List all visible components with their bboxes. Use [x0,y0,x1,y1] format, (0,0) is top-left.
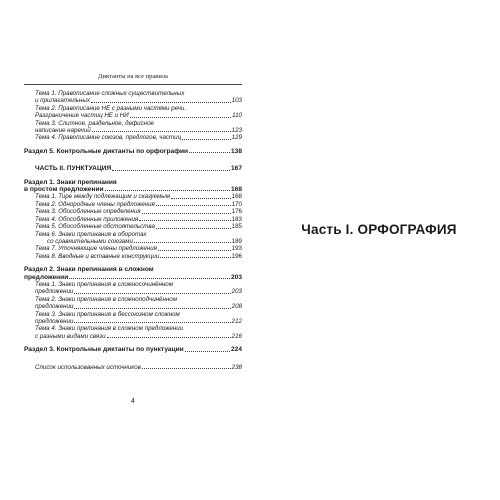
toc-leader-dots [139,220,230,221]
toc-page-number: 138 [230,147,242,155]
toc-page-number: 176 [231,208,242,216]
toc-entry-line [24,296,242,303]
toc-entry-text: Тема 4. Обособленные приложения [35,215,139,223]
toc-page-number: 196 [231,252,242,260]
toc-entry-line [24,148,242,155]
toc-entry-line [24,364,242,371]
toc-spacer [24,354,242,364]
toc-leader-dots [185,351,230,352]
toc-entry-line [24,216,242,223]
toc-entry-text: Тема 1. Знаки препинания в сложносочинённом [35,280,173,288]
toc-page-number: 183 [231,215,242,223]
toc-page-number: 168 [231,193,242,201]
toc-entry-text: Тема 4. Знаки препинания в сложном предложении [35,325,184,333]
toc-page-number: 224 [230,346,242,354]
toc-entry-text: Раздел 5. Контрольные диктанты по орфографии [24,147,189,155]
toc-entry-text: Раздел 2. Знаки препинания в сложном [24,266,154,274]
toc-entry-line [24,112,242,119]
toc-entry-text: Тема 8. Вводные и вставные конструкции [35,252,160,260]
toc-page-number: 185 [231,223,242,231]
toc-entry-line [24,208,242,215]
toc-leader-dots [69,278,230,279]
toc-page-number: 193 [231,245,242,253]
toc-entry-line [24,333,242,340]
toc-leader-dots [74,293,230,294]
toc-leader-dots [156,228,231,229]
table-of-contents [24,90,242,371]
toc-entry-text: Разграничение частиц НЕ и НИ [35,112,129,120]
toc-leader-dots [130,117,231,118]
toc-page-number: 189 [231,237,242,245]
toc-entry-line [24,90,242,97]
toc-entry-line [24,266,242,273]
toc-page-number: 123 [231,127,242,135]
toc-entry-text: предложении [24,273,69,281]
toc-page-number: 103 [231,97,242,105]
toc-entry-text: предложении [35,317,74,325]
toc-entry-text: Тема 2. Знаки препинания в сложноподчинённом [35,295,177,303]
toc-page-number: 170 [231,200,242,208]
toc-entry-line [24,231,242,238]
toc-page-number: 203 [230,273,242,281]
toc-page-number: 203 [231,288,242,296]
toc-page-number: 216 [231,332,242,340]
toc-entry-text: Тема 1. Правописание сложных существительных [35,90,185,97]
running-head: Диктанты на все правила [24,70,242,85]
toc-entry-line [24,201,242,208]
toc-entry-line [24,253,242,260]
toc-page-number: 110 [232,112,242,120]
toc-entry-line [24,165,242,172]
toc-entry-text: предложении [35,288,74,296]
toc-entry-text: Тема 3. Знаки препинания в бессоюзном сложном [35,310,180,318]
toc-entry-line [24,134,242,141]
toc-entry-text: в простом предложении [24,186,104,194]
toc-entry-line [24,179,242,186]
toc-leader-dots [74,308,230,309]
toc-entry-line [24,223,242,230]
toc-entry-line [24,186,242,193]
toc-leader-dots [91,102,231,103]
toc-leader-dots [74,322,230,323]
toc-entry-line [24,97,242,104]
toc-entry-line [24,318,242,325]
toc-entry-line [24,303,242,310]
page-number: 4 [131,398,135,405]
toc-entry-text: со сравнительными союзами [47,237,133,245]
toc-entry-text: Раздел 1. Знаки препинания [24,178,117,186]
toc-leader-dots [156,205,231,206]
toc-leader-dots [105,190,230,191]
toc-leader-dots [160,257,230,258]
toc-leader-dots [182,139,231,140]
toc-entry-line [24,193,242,200]
toc-entry-text: Тема 4. Правописание союзов, предлогов, частиц [35,134,182,142]
toc-entry-line [24,245,242,252]
toc-page-number: 208 [231,303,242,311]
toc-entry-line [24,274,242,281]
toc-leader-dots [142,368,231,369]
part-title: Часть I. ОРФОГРАФИЯ [301,222,457,237]
toc-page-number: 212 [231,317,242,325]
toc-entry-text: Список использованных источников [35,363,141,371]
toc-entry-line [24,325,242,332]
toc-leader-dots [158,250,231,251]
toc-page-number: 168 [230,186,242,194]
toc-entry-text: Раздел 3. Контрольные диктанты по пунктуации [24,346,184,354]
toc-entry-text: Тема 6. Знаки препинания в оборотах [35,230,147,238]
left-page [24,70,242,460]
toc-entry-line [24,288,242,295]
toc-entry-text: предложении [35,303,74,311]
toc-leader-dots [189,152,230,153]
toc-spacer [24,155,242,165]
toc-entry-line [24,127,242,134]
toc-leader-dots [171,198,231,199]
toc-entry-line [24,105,242,112]
toc-page-number: 167 [230,165,242,173]
toc-entry-text: ЧАСТЬ II. ПУНКТУАЦИЯ [35,165,112,173]
toc-entry-text: Тема 1. Тире между подлежащим и сказуемым [35,193,171,201]
toc-entry-text: Тема 5. Обособленные обстоятельства [35,223,155,231]
toc-entry-text: и прилагательных [35,97,90,105]
toc-entry-line [24,281,242,288]
toc-leader-dots [107,337,231,338]
toc-page-number: 238 [231,363,242,371]
toc-entry-line [24,120,242,127]
toc-entry-text: Тема 2. Правописание НЕ с разными частями речи. [35,104,187,112]
toc-leader-dots [112,170,230,171]
toc-entry-text: Тема 3. Слитное, раздельное, дефисное [35,119,154,127]
toc-page-number: 129 [231,134,242,142]
toc-entry-line [24,346,242,353]
toc-entry-line [24,311,242,318]
toc-leader-dots [92,131,231,132]
toc-entry-text: Тема 2. Однородные члены предложения [35,200,155,208]
toc-leader-dots [142,213,231,214]
toc-entry-text: с разными видами связи [35,332,106,340]
toc-entry-text: Тема 3. Обособленные определения [35,208,141,216]
toc-entry-line [24,238,242,245]
right-page [258,70,500,460]
toc-entry-text: написание наречий [35,127,91,135]
toc-leader-dots [134,242,231,243]
toc-entry-text: Тема 7. Уточняющие члены предложения [35,245,157,253]
